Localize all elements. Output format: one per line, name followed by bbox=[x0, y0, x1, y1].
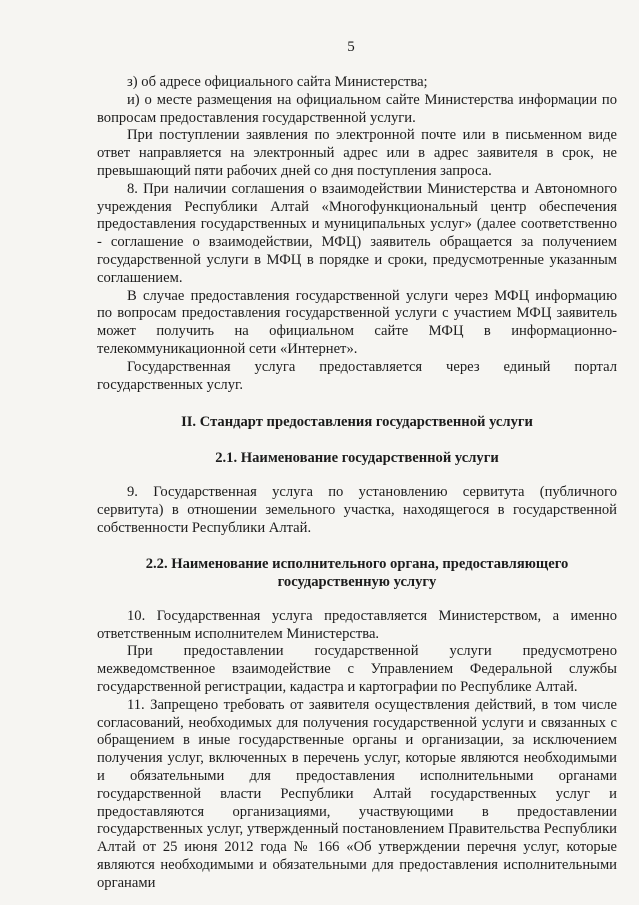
subsection-2-heading-line2: государственную услугу bbox=[277, 573, 437, 590]
paragraph-portal: Государственная услуга предоставляется через единый портал государственных услуг. bbox=[97, 358, 617, 393]
paragraph-email-response: При поступлении заявления по электронной почте или в письменном виде ответ направляется на электронный адрес или в адрес заявителя в срок, не превышающий пяти рабочих дней со дня поступления запроса. bbox=[97, 127, 617, 179]
paragraph-9: 9. Государственная услуга по установлению сервитута (публичного сервитута) в отношении земельного участка, находящегося в государственной собственности Республики Алтай. bbox=[97, 484, 617, 536]
subsection-2-heading-line1: 2.2. Наименование исполнительного органа, предоставляющего bbox=[145, 555, 569, 572]
paragraph-8: 8. При наличии соглашения о взаимодействии Министерства и Автономного учреждения Республики Алтай «Многофункциональный центр обеспечения предоставления государственных и муниципальных услуг» (далее соответственно - соглашение о взаимодействии, МФЦ) заявитель обращается за получением государственной услуги в МФЦ в порядке и сроки, предусмотренные указанным соглашением. bbox=[97, 180, 617, 286]
page-number: 5 bbox=[347, 39, 355, 55]
paragraph-item-z: з) об адресе официального сайта Министерства; bbox=[127, 74, 428, 90]
subsection-1-heading: 2.1. Наименование государственной услуги bbox=[215, 450, 499, 467]
paragraph-10: 10. Государственная услуга предоставляется Министерством, а именно ответственным исполнителем Министерства. bbox=[97, 607, 617, 642]
paragraph-mfc-info: В случае предоставления государственной услуги через МФЦ информацию по вопросам предоставления государственной услуги с участием МФЦ заявитель может получить на официальном сайте МФЦ в информационно-телекоммуникационной сети «Интернет». bbox=[97, 287, 617, 357]
paragraph-11: 11. Запрещено требовать от заявителя осуществления действий, в том числе согласований, необходимых для получения государственной услуги и связанных с обращением в иные государственные органы и организации, за исключением получения услуг, включенных в перечень услуг, которые являются необходимыми и обязательными для предоставления исполнительными органами государственной власти Республики Алтай государственных услуг и предоставляются организациями, участвующими в предоставлении государственных услуг, утвержденный постановлением Правительства Республики Алтай от 25 июня 2012 года № 166 «Об утверждении перечня услуг, которые являются необходимыми и обязательными для предоставления исполнительными органами bbox=[97, 696, 617, 891]
paragraph-interaction: При предоставлении государственной услуги предусмотрено межведомственное взаимодействие с Управлением Федеральной службы государственной регистрации, кадастра и картографии по Республике Алтай. bbox=[97, 643, 617, 695]
section-heading: II. Стандарт предоставления государственной услуги bbox=[181, 414, 533, 431]
paragraph-item-i: и) о месте размещения на официальном сайте Министерства информации по вопросам предоставления государственной услуги. bbox=[97, 91, 617, 126]
